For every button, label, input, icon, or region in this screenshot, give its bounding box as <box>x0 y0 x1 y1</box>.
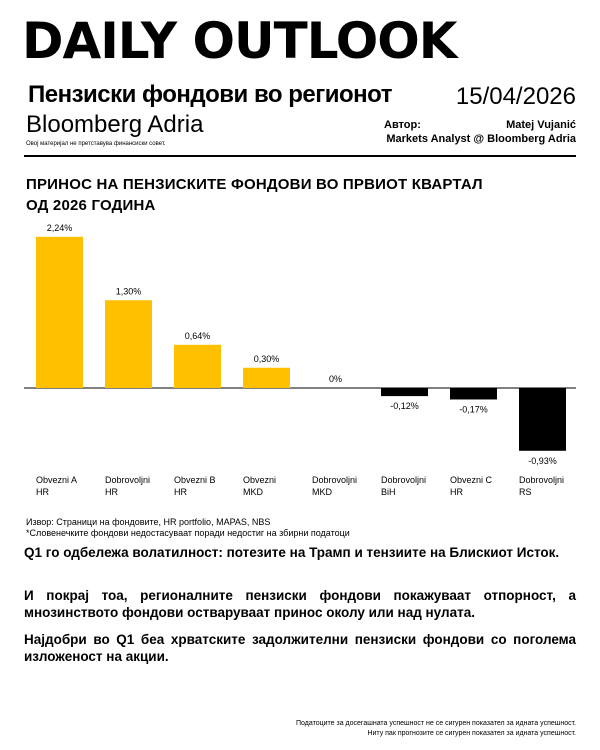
bar-value-label-0: 2,24% <box>46 222 73 233</box>
chart-title-line-1: ПРИНОС НА ПЕНЗИСКИТЕ ФОНДОВИ ВО ПРВИОТ КВАРТАЛ <box>26 176 483 193</box>
paragraph-3: Најдобри во Q1 беа хрватските задолжителни пензиски фондови со поголема изложеност на акции. <box>24 632 576 664</box>
page-subtitle: Пензиски фондови во регионот <box>28 81 392 108</box>
category-label-5-0: Dobrovoljni <box>381 475 427 485</box>
category-label-1-1: HR <box>105 487 118 497</box>
category-label-5-1: BiH <box>381 487 396 497</box>
disclaimer-text: Овој материјал не претставува финансиски совет. <box>26 141 166 147</box>
category-label-6-1: HR <box>450 487 463 497</box>
bar-5 <box>381 388 428 396</box>
category-label-2-0: Obvezni B <box>174 475 216 485</box>
note-text: *Словенечките фондови недостасуваат поради недостиг на збирни податоци <box>26 528 350 538</box>
category-label-0-0: Obvezni A <box>36 475 78 485</box>
bar-2 <box>174 345 221 388</box>
bar-3 <box>243 368 290 388</box>
footer-disclaimer-2: Ниту пак прогнозите се сигурен показател за идната успешност. <box>367 730 576 737</box>
bar-value-label-4: 0% <box>328 374 343 384</box>
category-label-7-1: RS <box>519 487 532 497</box>
category-label-4-0: Dobrovoljni <box>312 475 358 485</box>
source-text: Извор: Страници на фондовите, HR portfolio, MAPAS, NBS <box>26 517 271 527</box>
category-label-7-0: Dobrovoljni <box>519 475 565 485</box>
bar-value-label-2: 0,64% <box>184 330 211 341</box>
chart-title-line-2: ОД 2026 ГОДИНА <box>26 197 156 214</box>
category-label-3-0: Obvezni <box>243 475 277 485</box>
category-label-1-0: Dobrovoljni <box>105 475 151 485</box>
author-name: Matej Vujanić <box>506 119 576 131</box>
footer-disclaimer-1: Податоците за досегашната успешност не се сигурен показател за идната успешност. <box>296 720 576 727</box>
bar-7 <box>519 388 566 451</box>
category-label-0-1: HR <box>36 487 49 497</box>
report-date: 15/04/2026 <box>455 83 576 110</box>
author-label: Автор: <box>384 119 421 131</box>
author-role: Markets Analyst @ Bloomberg Adria <box>386 133 576 145</box>
brand-logo: Bloomberg Adria <box>26 111 204 138</box>
paragraph-2: И покрај тоа, регионалните пензиски фондови покажуваат отпорност, а мнозинството фондови остваруваат принос околу или над нулата. <box>24 588 576 620</box>
paragraph-1: Q1 го одбележа волатилност: потезите на Трамп и тензиите на Блискиот Исток. <box>24 545 560 560</box>
page-title: DAILY OUTLOOK <box>22 12 457 70</box>
bar-value-label-3: 0,30% <box>253 353 280 364</box>
category-label-4-1: MKD <box>312 487 332 497</box>
category-label-2-1: HR <box>174 487 187 497</box>
bar-value-label-7: -0,93% <box>528 455 557 466</box>
bar-value-label-1: 1,30% <box>115 286 142 297</box>
bar-value-label-6: -0,17% <box>459 404 488 415</box>
bar-1 <box>105 300 152 388</box>
bar-6 <box>450 388 497 399</box>
category-label-3-1: MKD <box>243 487 263 497</box>
category-label-6-0: Obvezni C <box>450 475 493 485</box>
bar-0 <box>36 237 83 388</box>
bar-value-label-5: -0,12% <box>390 401 419 412</box>
